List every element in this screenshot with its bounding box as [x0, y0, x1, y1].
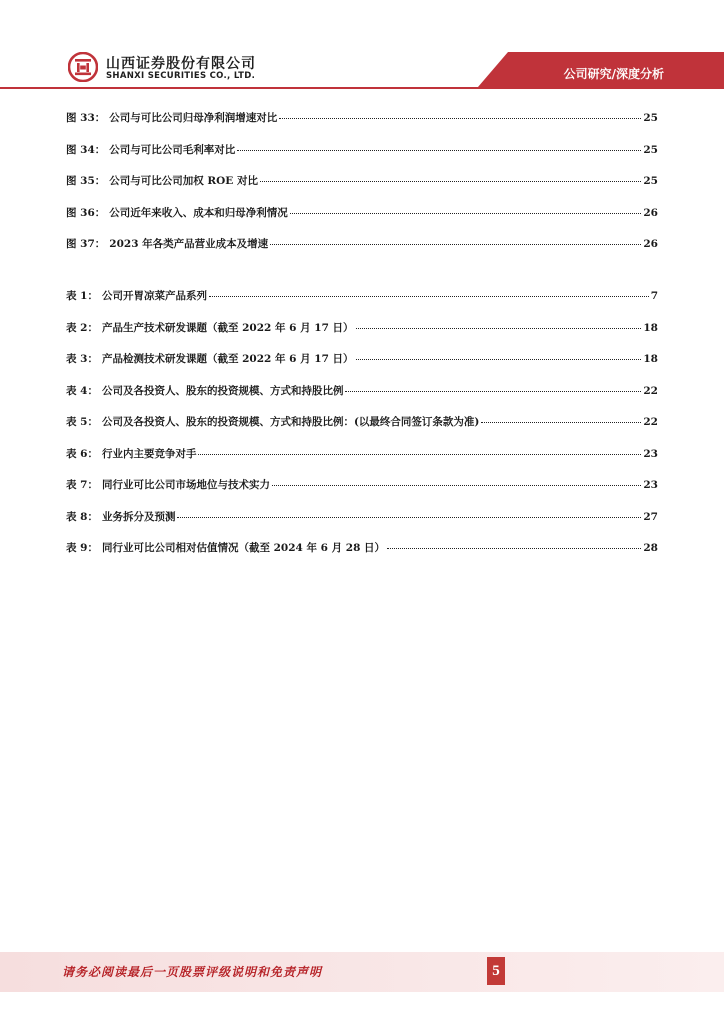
company-logo-icon	[68, 52, 98, 82]
toc-entry-title: 公司与可比公司归母净利润增速对比	[109, 112, 278, 124]
toc-entry-page: 23	[643, 447, 658, 460]
toc-entry-title: 公司开胃凉菜产品系列	[101, 290, 207, 302]
toc-leader-dots	[260, 181, 641, 182]
toc-leader-dots	[272, 485, 641, 486]
toc-entry-page: 23	[643, 479, 658, 491]
toc-entry-page: 22	[643, 384, 658, 397]
toc-entry-page: 27	[643, 510, 658, 523]
toc-entry-figure-34[interactable]	[66, 142, 658, 174]
toc-entry-table-3[interactable]	[66, 351, 658, 383]
toc-entry-title: 公司及各投资人、股东的投资规模、方式和持股比例	[101, 384, 344, 397]
toc-entry-title: 公司近年来收入、成本和归母净利情况	[109, 206, 288, 219]
disclaimer-link[interactable]: 请务必阅读最后一页股票评级说明和免责声明	[62, 965, 323, 979]
toc-entry-title: 2023 年各类产品营业成本及增速	[109, 238, 269, 250]
toc-leader-dots	[356, 359, 642, 360]
toc-leader-dots	[345, 391, 641, 392]
toc-entry-table-5[interactable]	[66, 414, 658, 446]
toc-entry-number: 图 36：	[66, 206, 106, 219]
page-number: 5	[487, 957, 505, 985]
toc-entry-title: 行业内主要竞争对手	[101, 447, 197, 460]
toc-entry-figure-33[interactable]	[66, 110, 658, 142]
toc-entry-page: 26	[643, 206, 658, 219]
toc-entry-figure-35[interactable]	[66, 173, 658, 205]
toc-entry-number: 表 8：	[66, 510, 98, 523]
toc-leader-dots	[177, 517, 641, 518]
toc-leader-dots	[237, 150, 641, 151]
toc-entry-page: 25	[643, 143, 658, 156]
toc-entry-page: 7	[650, 290, 658, 302]
toc-entry-number: 表 4：	[66, 384, 98, 397]
toc-entry-number: 表 3：	[66, 353, 98, 365]
toc-leader-dots	[356, 328, 642, 329]
toc-entry-title: 业务拆分及预测	[101, 510, 176, 523]
toc-entry-number: 图 37：	[66, 238, 106, 250]
toc-entry-table-9[interactable]	[66, 540, 658, 572]
toc-entry-table-2[interactable]	[66, 320, 658, 352]
toc-entry-page: 18	[643, 321, 658, 334]
toc-entry-table-4[interactable]	[66, 383, 658, 415]
toc-entry-page: 25	[643, 112, 658, 124]
toc-entry-figure-36[interactable]	[66, 205, 658, 237]
toc-entry-page: 18	[643, 353, 658, 365]
toc-entry-number: 表 2：	[66, 321, 98, 334]
toc-entry-title: 公司与可比公司加权 ROE 对比	[109, 175, 258, 187]
toc-leader-dots	[481, 422, 641, 423]
toc-entry-title: 产品生产技术研发课题（截至 2022 年 6 月 17 日）	[101, 321, 354, 334]
toc-entry-table-8[interactable]	[66, 509, 658, 541]
toc-leader-dots	[279, 118, 641, 119]
toc-entry-number: 表 1：	[66, 290, 98, 302]
toc-entry-figure-37[interactable]	[66, 236, 658, 268]
toc-entry-number: 图 34：	[66, 143, 106, 156]
toc-leader-dots	[290, 213, 642, 214]
toc-entry-page: 26	[643, 238, 658, 250]
toc-entry-number: 表 6：	[66, 447, 98, 460]
toc-entry-table-1[interactable]	[66, 288, 658, 320]
table-toc	[66, 288, 658, 572]
toc-leader-dots	[209, 296, 649, 297]
toc-entry-title: 产品检测技术研发课题（截至 2022 年 6 月 17 日）	[101, 353, 354, 365]
toc-entry-number: 图 35：	[66, 175, 106, 187]
toc-entry-title: 同行业可比公司相对估值情况（截至 2024 年 6 月 28 日）	[101, 542, 386, 554]
toc-entry-page: 22	[643, 416, 658, 428]
toc-entry-number: 表 9：	[66, 542, 98, 554]
company-name-cn: 山西证券股份有限公司	[106, 56, 256, 72]
toc-entry-number: 表 5：	[66, 416, 98, 428]
toc-entry-table-7[interactable]	[66, 477, 658, 509]
header-band	[0, 0, 724, 100]
figure-toc	[66, 110, 658, 268]
toc-leader-dots	[387, 548, 641, 549]
company-name-en: SHANXI SECURITIES CO., LTD.	[106, 71, 256, 81]
page-header	[0, 0, 724, 100]
toc-entry-number: 表 7：	[66, 479, 98, 491]
toc-entry-number: 图 33：	[66, 112, 106, 124]
toc-entry-title: 公司及各投资人、股东的投资规模、方式和持股比例：(以最终合同签订条款为准)	[101, 416, 480, 428]
toc-entry-table-6[interactable]	[66, 446, 658, 478]
toc-entry-title: 公司与可比公司毛利率对比	[109, 143, 236, 156]
report-type-label: 公司研究/深度分析	[563, 67, 664, 81]
toc-leader-dots	[198, 454, 641, 455]
toc-entry-page: 25	[643, 175, 658, 187]
toc-entry-page: 28	[643, 542, 658, 554]
toc-leader-dots	[270, 244, 641, 245]
toc-entry-title: 同行业可比公司市场地位与技术实力	[101, 479, 270, 491]
